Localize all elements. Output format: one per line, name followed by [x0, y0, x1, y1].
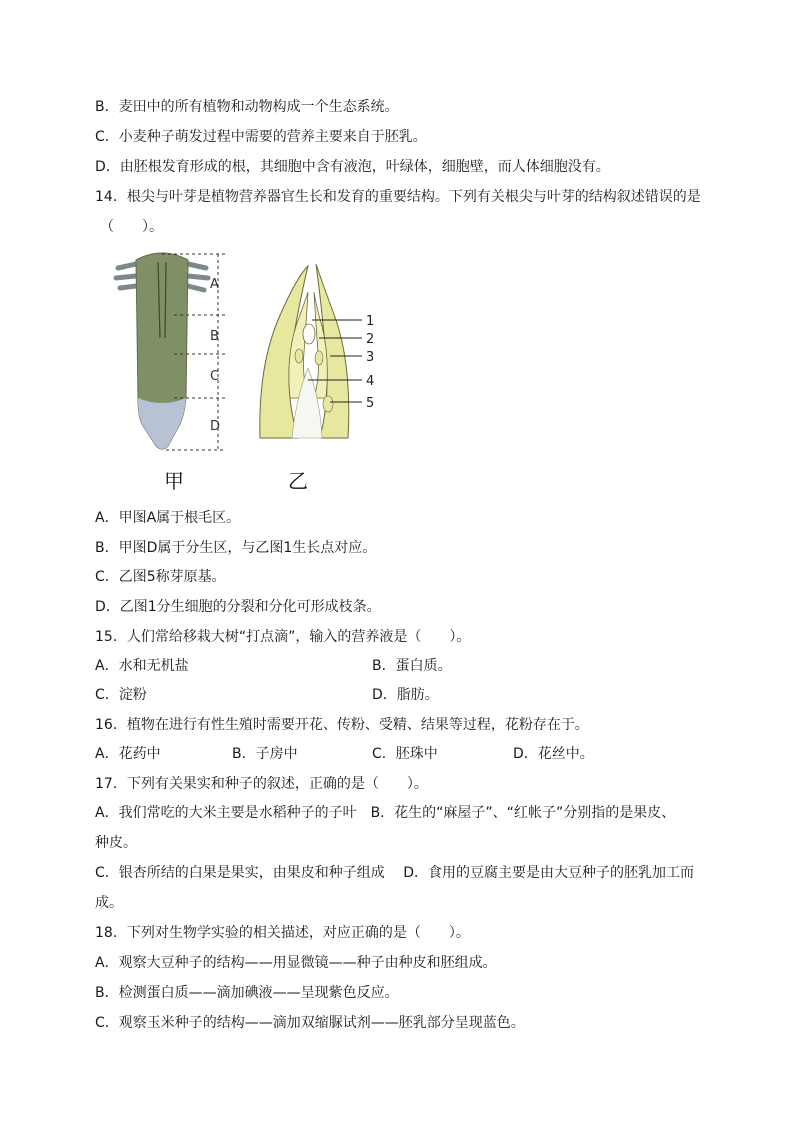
leaf-primordium	[315, 351, 323, 365]
q15-option-a: A．水和无机盐	[95, 658, 189, 674]
bud-label: 2	[366, 332, 375, 347]
q14-stem: 14．根尖与叶芽是植物营养器官生长和发育的重要结构。下列有关根尖与叶芽的结构叙述错误的是	[95, 189, 701, 205]
q17-options-ab-cont: 种皮。	[95, 835, 137, 851]
q14-option-c: C．乙图5称芽原基。	[95, 569, 226, 585]
q17-options-cd: C．银杏所结的白果是果实，由果皮和种子组成 D．食用的豆腐主要是由大豆种子的胚乳加工而	[95, 865, 695, 881]
q18-option-a: A．观察大豆种子的结构——用显微镜——种子由种皮和胚组成。	[95, 955, 497, 971]
q15-option-b: B．蛋白质。	[372, 658, 452, 674]
root-and-bud-figure	[108, 248, 408, 498]
caption-root: 甲	[164, 469, 184, 493]
leaf-bud-diagram	[260, 264, 374, 438]
q18-option-b: B．检测蛋白质——滴加碘液——呈现紫色反应。	[95, 985, 399, 1001]
caption-bud: 乙	[288, 469, 308, 493]
q14-paren: （ ）。	[100, 219, 163, 235]
leaf-primordium	[295, 349, 303, 363]
root-tip-diagram	[116, 253, 226, 450]
q15-option-d: D．脂肪。	[372, 687, 439, 703]
q15-option-c: C．淀粉	[95, 687, 147, 703]
zone-label: A	[210, 277, 219, 292]
q18-option-c: C．观察玉米种子的结构——滴加双缩脲试剂——胚乳部分呈现蓝色。	[95, 1015, 525, 1031]
q17-options-ab: A．我们常吃的大米主要是水稻种子的子叶 B．花生的“麻屋子”、“红帐子”分别指的是果皮、	[95, 805, 676, 821]
q14-option-b: B．甲图D属于分生区，与乙图1生长点对应。	[95, 540, 377, 556]
q16-option-d: D．花丝中。	[513, 746, 594, 762]
q14-option-d: D．乙图1分生细胞的分裂和分化可形成枝条。	[95, 599, 381, 615]
q16-option-c: C．胚珠中	[372, 746, 438, 762]
q16-option-a: A．花药中	[95, 746, 161, 762]
root-cap	[138, 398, 186, 449]
q13-option-c: C．小麦种子萌发过程中需要的营养主要来自于胚乳。	[95, 129, 427, 145]
q17-options-cd-cont: 成。	[95, 895, 123, 911]
figure-svg	[108, 248, 408, 498]
q14-option-a: A．甲图A属于根毛区。	[95, 510, 241, 526]
q15-stem: 15．人们常给移栽大树“打点滴”，输入的营养液是（ ）。	[95, 629, 471, 645]
q16-stem: 16．植物在进行有性生殖时需要开花、传粉、受精、结果等过程，花粉存在于。	[95, 717, 589, 733]
q16-option-b: B．子房中	[232, 746, 298, 762]
q13-option-d: D．由胚根发育形成的根，其细胞中含有液泡，叶绿体，细胞壁，而人体细胞没有。	[95, 159, 610, 175]
zone-label: B	[210, 329, 219, 344]
q17-stem: 17．下列有关果实和种子的叙述，正确的是（ ）。	[95, 776, 428, 792]
bud-label: 5	[366, 396, 375, 411]
bud-primordium	[323, 396, 333, 412]
bud-label: 4	[366, 374, 375, 389]
zone-label: C	[210, 369, 220, 384]
bud-label: 3	[366, 350, 375, 365]
q13-option-b: B．麦田中的所有植物和动物构成一个生态系统。	[95, 99, 399, 115]
q18-stem: 18．下列对生物学实验的相关描述，对应正确的是（ ）。	[95, 925, 470, 941]
growth-point	[303, 324, 315, 344]
zone-label: D	[210, 419, 221, 434]
bud-label: 1	[366, 314, 375, 329]
